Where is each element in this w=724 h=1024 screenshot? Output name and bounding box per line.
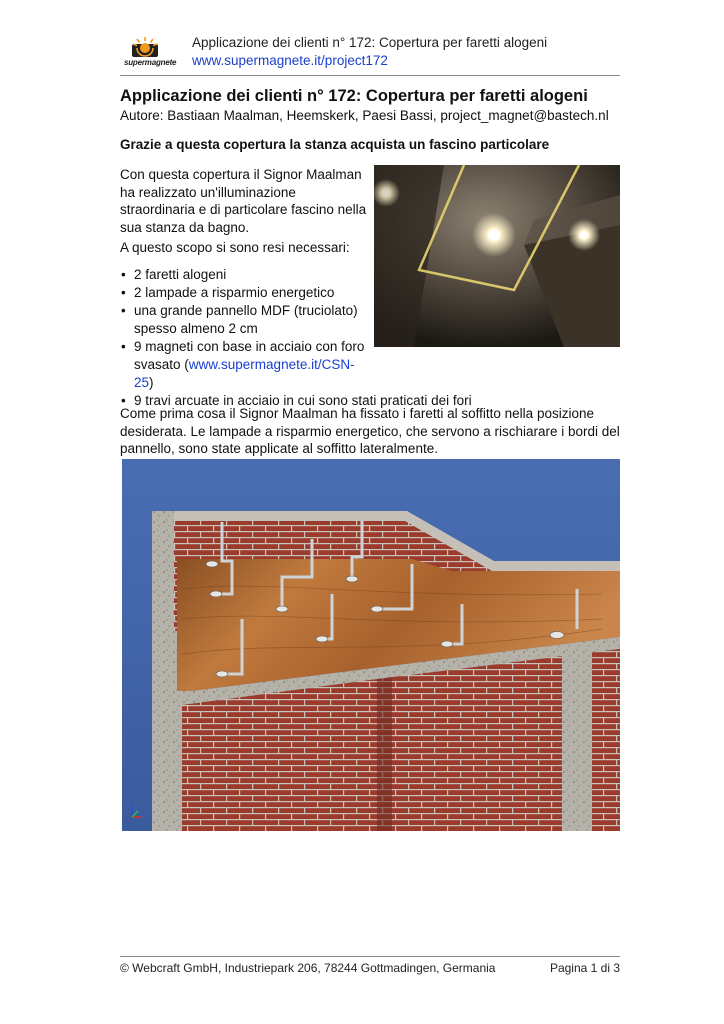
list-item-post: ) (149, 375, 154, 390)
magnet-product-link[interactable]: www.supermagnete.it/CSN-25 (134, 357, 355, 390)
list-item-pre: 9 magneti con base in acciaio con foro svasato ( (134, 339, 365, 372)
list-item-text: 2 faretti alogeni (134, 267, 227, 282)
list-item (120, 266, 370, 284)
materials-heading: A questo scopo si sono resi necessari: (120, 240, 350, 255)
cad-render-illustration (122, 459, 620, 831)
intro-paragraph: Con questa copertura il Signor Maalman ha realizzato un'illuminazione straordinaria e di particolare fascino nella sua stanza da bagno. (120, 167, 367, 235)
logo-sun-icon (124, 36, 180, 60)
header-url-link[interactable]: www.supermagnete.it/project172 (192, 53, 388, 68)
ceiling-photo (374, 165, 620, 347)
list-item-text: 2 lampade a risparmio energetico (134, 285, 335, 300)
header-divider (120, 75, 620, 76)
supermagnete-logo (124, 36, 180, 70)
list-item (120, 284, 370, 302)
list-item-text: 9 travi arcuate in acciaio in cui sono stati praticati dei fori (134, 393, 472, 408)
second-paragraph: Come prima cosa il Signor Maalman ha fissato i faretti al soffitto nella posizione desiderata. Le lampade a risparmio energetico, che servono a rischiarare i bordi del pannello, sono state applicate al soffitto lateralmente. (120, 406, 620, 456)
article-subtitle: Grazie a questa copertura la stanza acquista un fascino particolare (120, 137, 550, 152)
list-item-text: una grande pannello MDF (truciolato) spesso almeno 2 cm (134, 303, 358, 336)
header-title: Applicazione dei clienti n° 172: Copertura per faretti alogeni (192, 35, 548, 50)
footer-page-number: Pagina 1 di 3 (549, 961, 620, 975)
article-authors: Autore: Bastiaan Maalman, Heemskerk, Paesi Bassi, project_magnet@bastech.nl (120, 108, 609, 123)
article-title: Applicazione dei clienti n° 172: Copertura per faretti alogeni (120, 87, 588, 105)
logo-text: supermagnete (124, 58, 177, 67)
list-item (120, 302, 370, 338)
footer-copyright: © Webcraft GmbH, Industriepark 206, 78244 Gottmadingen, Germania (120, 961, 496, 975)
list-item (120, 338, 370, 392)
footer-divider (120, 956, 620, 957)
